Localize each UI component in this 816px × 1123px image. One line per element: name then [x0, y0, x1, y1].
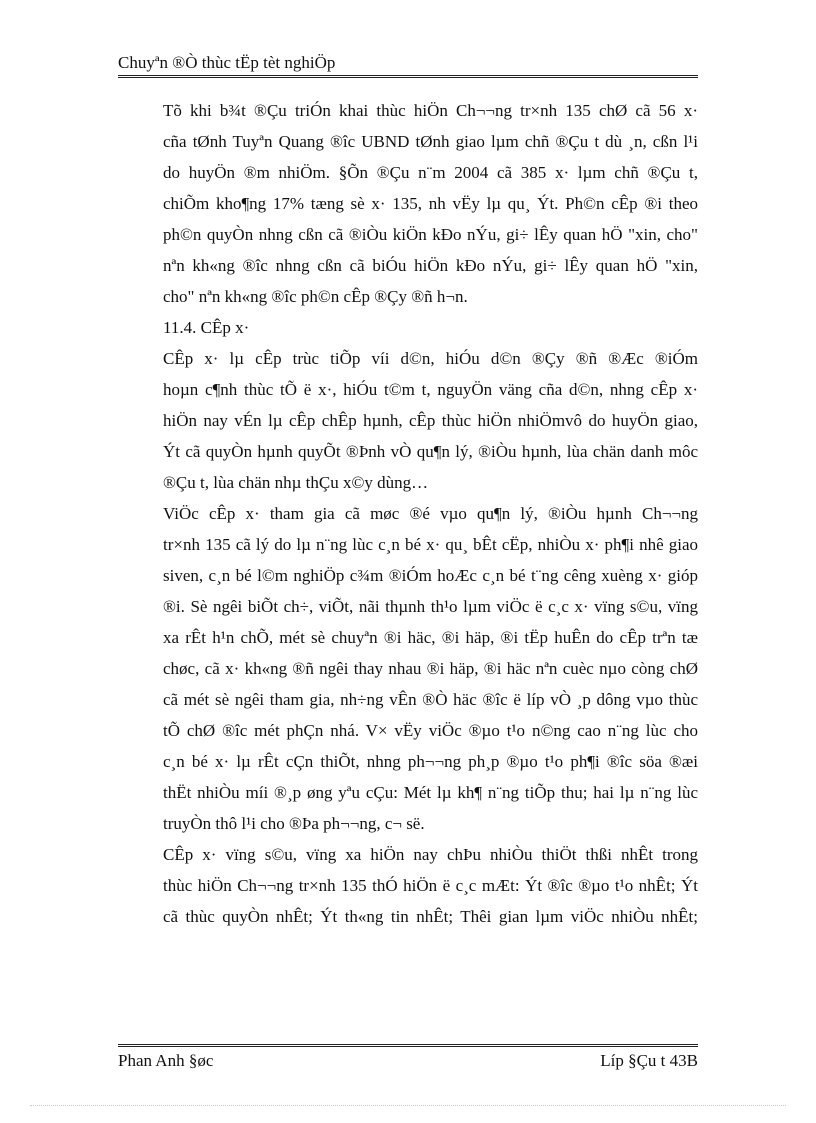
text-line: truyÒn thô l¹i cho ®Þa ph¬¬ng, c¬ së.: [163, 814, 425, 833]
text-line: CÊp x· vïng s©u, vïng xa hiÖn nay chÞu nhiÒu thiÖt thßi nhÊt trong: [163, 845, 698, 864]
document-body: [118, 95, 698, 932]
text-line: chiÕm kho¶ng 17% tæng sè x· 135, nh vËy lµ qu¸ Ýt. Ph©n cÊp ®i theo: [163, 194, 698, 213]
text-line: Ýt cã quyÒn hµnh quyÕt ®Þnh vÒ qu¶n lý, ®iÒu hµnh, lùa chän danh môc: [163, 442, 698, 461]
text-line: hiÖn nay vÉn lµ cÊp chÊp hµnh, cÊp thùc hiÖn nhiÖmvô do huyÖn giao,: [163, 411, 698, 430]
section-heading: [118, 312, 698, 343]
text-line: cña tØnh Tuyªn Quang ®îc UBND tØnh giao lµm chñ ®Çu t dù ¸n, cßn l¹i: [163, 132, 698, 151]
paragraph-3: [118, 498, 698, 839]
page-header: [118, 50, 698, 78]
text-line: CÊp x· lµ cÊp trùc tiÕp víi d©n, hiÓu d©n ®Çy ®ñ ®Æc ®iÓm: [163, 349, 698, 368]
text-line: hoµn c¶nh thùc tÕ ë x·, hiÓu t©m t, nguyÖn väng cña d©n, nhng cÊp x·: [163, 380, 698, 399]
text-line: Tõ khi b¾t ®Çu triÓn khai thùc hiÖn Ch¬¬ng tr×nh 135 chØ cã 56 x·: [163, 101, 698, 120]
text-line: thËt nhiÒu míi ®¸p øng yªu cÇu: Mét lµ kh¶ n¨ng tiÕp thu; hai lµ n¨ng lùc: [163, 783, 698, 802]
text-line: cã thùc quyÒn nhÊt; Ýt th«ng tin nhÊt; Thêi gian lµm viÖc nhiÒu nhÊt;: [163, 907, 698, 926]
text-line: tÕ chØ ®îc mét phÇn nhá. V× vËy viÖc ®µo t¹o n©ng cao n¨ng lùc cho: [163, 721, 698, 740]
paragraph-2: [118, 343, 698, 498]
text-line: tr×nh 135 cã lý do lµ n¨ng lùc c¸n bé x· qu¸ bÊt cËp, nhiÒu x· ph¶i nhê giao: [163, 535, 698, 554]
text-line: do huyÖn ®m nhiÖm. §Õn ®Çu n¨m 2004 cã 385 x· lµm chñ ®Çu t,: [163, 163, 698, 182]
text-line: xa rÊt h¹n chÕ, mét sè chuyªn ®i häc, ®i häp, ®i tËp huÊn do cÊp trªn tæ: [163, 628, 698, 647]
text-line: ®Çu t, lùa chän nhµ thÇu x©y dùng…: [163, 473, 429, 492]
footer-class: Líp §Çu t 43B: [600, 1051, 698, 1070]
section-heading-text: 11.4. CÊp x·: [163, 318, 250, 337]
text-line: siven, c¸n bé l©m nghiÖp c¾m ®iÓm hoÆc c¸n bé t¨ng cêng xuèng x· gióp: [163, 566, 698, 585]
page-footer: [118, 1044, 698, 1071]
text-line: ViÖc cÊp x· tham gia cã møc ®é vµo qu¶n lý, ®iÒu hµnh Ch¬¬ng: [163, 504, 698, 523]
text-line: nªn kh«ng ®îc nhng cßn cã biÓu hiÖn kÐo nÝu, gi÷ lÊy quan hÖ "xin,: [163, 256, 698, 275]
text-line: cho" nªn kh«ng ®îc ph©n cÊp ®Çy ®ñ h¬n.: [163, 287, 468, 306]
page-bottom-divider: [30, 1105, 786, 1106]
text-line: ph©n quyÒn nhng cßn cã ®iÒu kiÖn kÐo nÝu, gi÷ lÊy quan hÖ "xin, cho": [163, 225, 698, 244]
header-title: Chuyªn ®Ò thùc tËp tèt nghiÖp: [118, 53, 336, 72]
text-line: thùc hiÖn Ch¬¬ng tr×nh 135 thÓ hiÖn ë c¸c mÆt: Ýt ®îc ®µo t¹o nhÊt; Ýt: [163, 876, 698, 895]
paragraph-4: [118, 839, 698, 932]
footer-author: Phan Anh §øc: [118, 1051, 214, 1070]
text-line: c¸n bé x· lµ rÊt cÇn thiÕt, nhng ph¬¬ng ph¸p ®µo t¹o ph¶i ®îc söa ®æi: [163, 752, 698, 771]
text-line: chøc, cã x· kh«ng ®ñ ngêi thay nhau ®i häp, ®i häc nªn cuèc nµo còng chØ: [163, 659, 698, 678]
text-line: cã mét sè ngêi tham gia, nh÷ng vÊn ®Ò häc ®îc ë líp vÒ ¸p dông vµo thùc: [163, 690, 698, 709]
text-line: ®i. Sè ngêi biÕt ch÷, viÕt, nãi thµnh th¹o lµm viÖc ë c¸c x· vïng s©u, vïng: [163, 597, 698, 616]
paragraph-1: [118, 95, 698, 312]
